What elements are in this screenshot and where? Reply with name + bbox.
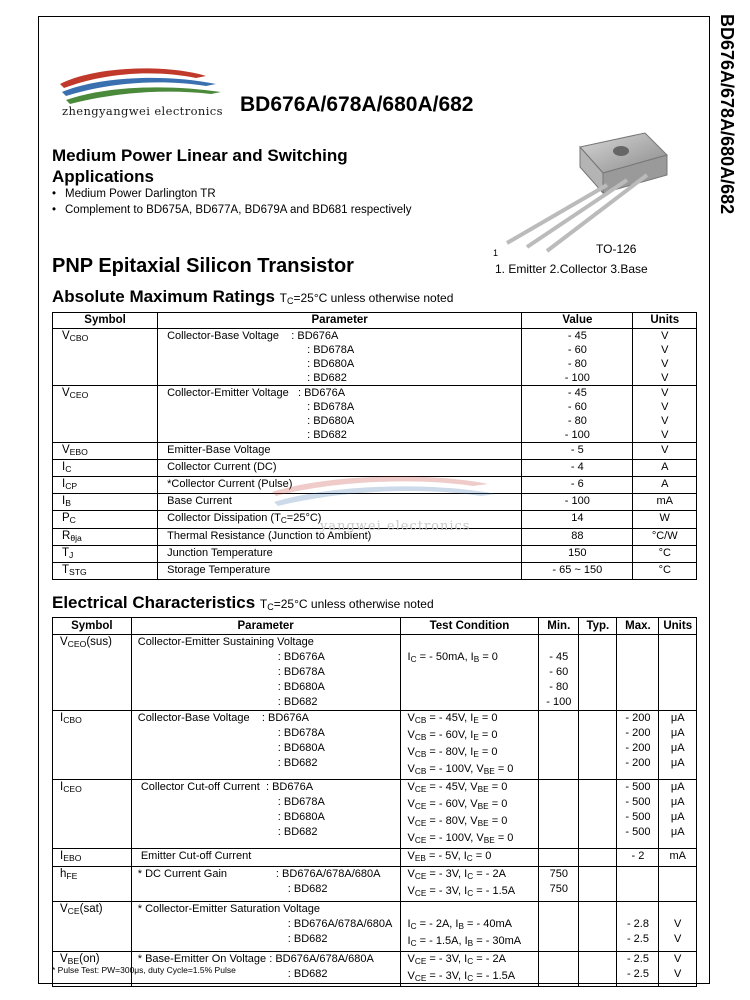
condition-cell: $V_{CE}$ = - 45V, $V_{BE} = 0$ $V_{CE}$ = - 60V, $V_{BE} = 0$ $V_{CE}$ = - 80V, $V_{BE} = 0$ $V_{CE}$ = - 100V, $V_{BE} = 0$: [400, 780, 539, 849]
unit-cell: [659, 867, 697, 902]
parameter-cell: Collector-Emitter Voltage : BD676A : BD678A : BD680A : BD682: [158, 386, 522, 443]
max-cell: - 200 - 200 - 200 - 200: [617, 711, 659, 780]
unit-cell: μA μA μA μA: [659, 780, 697, 849]
symbol-cell: $I_{CBO}$: [53, 711, 132, 780]
min-cell: - 45 - 60 - 80 - 100: [539, 635, 579, 711]
unit-cell: °C: [633, 563, 697, 580]
symbol-cell: $P_C$: [53, 511, 158, 529]
symbol-cell: $V_{CE}(sat)$: [53, 902, 132, 952]
max-cell: - 2.8 - 2.5: [617, 902, 659, 952]
table-row: [53, 329, 697, 386]
ec-note: $T_C=25^\circ C$ unless otherwise noted: [259, 597, 434, 612]
abs-max-note: $T_C=25^\circ C$ unless otherwise noted: [279, 291, 454, 306]
symbol-cell: $I_{CEO}$: [53, 780, 132, 849]
electrical-characteristics-title: Electrical Characteristics $T_C=25^\circ C$ unless otherwise noted: [52, 593, 434, 612]
value-cell: - 45 - 60 - 80 - 100: [522, 386, 633, 443]
unit-cell: V V: [659, 952, 697, 987]
table-header-row: [53, 618, 697, 635]
package-name: TO-126: [596, 242, 637, 256]
unit-cell: V V V V: [633, 386, 697, 443]
symbol-cell: $V_{EBO}$: [53, 443, 158, 460]
to126-package-image: [495, 125, 690, 255]
unit-cell: W: [633, 511, 697, 529]
value-cell: 14: [522, 511, 633, 529]
company-name: zhengyangwei electronics: [62, 104, 223, 118]
table-row: [53, 563, 697, 580]
feature-item: • Medium Power Darlington TR: [52, 186, 411, 202]
col-header: Value: [522, 313, 633, 329]
parameter-cell: *Collector Current (Pulse): [158, 477, 522, 494]
pin1-marker: 1: [493, 248, 499, 258]
parameter-cell: Emitter Cut-off Current: [131, 849, 400, 867]
unit-cell: V: [633, 443, 697, 460]
condition-cell: $V_{CE}$ = - 3V, $I_C$ = - 2A $V_{CE}$ = - 3V, $I_C$ = - 1.5A: [400, 867, 539, 902]
parameter-cell: Base Current: [158, 494, 522, 511]
value-cell: - 100: [522, 494, 633, 511]
max-cell: - 500 - 500 - 500 - 500: [617, 780, 659, 849]
unit-cell: [659, 635, 697, 711]
value-cell: 150: [522, 546, 633, 563]
table-row: [53, 386, 697, 443]
feature-item: • Complement to BD675A, BD677A, BD679A and BD681 respectively: [52, 202, 411, 218]
condition-cell: $I_C$ = - 2A, $I_B$ = - 40mA $I_C$ = - 1.5A, $I_B$ = - 30mA: [400, 902, 539, 952]
parameter-cell: * Collector-Emitter Saturation Voltage : BD676A/678A/680A : BD682: [131, 902, 400, 952]
max-cell: [617, 867, 659, 902]
col-header: Parameter: [131, 618, 400, 635]
unit-cell: V V V V: [633, 329, 697, 386]
min-cell: 750 750: [539, 867, 579, 902]
condition-cell: $V_{CB}$ = - 45V, $I_E = 0$ $V_{CB}$ = - 60V, $I_E = 0$ $V_{CB}$ = - 80V, $I_E = 0$ $V_{CB}$ = - 100V, $V_{BE} = 0$: [400, 711, 539, 780]
value-cell: - 5: [522, 443, 633, 460]
parameter-cell: Collector Cut-off Current : BD676A : BD678A : BD680A : BD682: [131, 780, 400, 849]
parameter-cell: Collector-Base Voltage : BD676A : BD678A : BD680A : BD682: [131, 711, 400, 780]
typ-cell: [579, 711, 617, 780]
parameter-cell: Collector Current (DC): [158, 460, 522, 477]
col-header: Parameter: [158, 313, 522, 329]
transistor-title: PNP Epitaxial Silicon Transistor: [52, 255, 354, 277]
min-cell: [539, 780, 579, 849]
electrical-characteristics-table: [52, 617, 697, 987]
feature-list: [52, 186, 411, 218]
typ-cell: [579, 952, 617, 987]
symbol-cell: $I_{EBO}$: [53, 849, 132, 867]
symbol-cell: $I_C$: [53, 460, 158, 477]
symbol-cell: $I_{CP}$: [53, 477, 158, 494]
symbol-cell: $I_B$: [53, 494, 158, 511]
application-title: Medium Power Linear and Switching Applications: [52, 146, 348, 186]
parameter-cell: * DC Current Gain : BD676A/678A/680A : BD682: [131, 867, 400, 902]
value-cell: - 6: [522, 477, 633, 494]
symbol-cell: $T_{STG}$: [53, 563, 158, 580]
unit-cell: V V: [659, 902, 697, 952]
unit-cell: mA: [633, 494, 697, 511]
unit-cell: μA μA μA μA: [659, 711, 697, 780]
parameter-cell: Collector-Emitter Sustaining Voltage : BD676A : BD678A : BD680A : BD682: [131, 635, 400, 711]
col-header: Units: [633, 313, 697, 329]
footnote: * Pulse Test: PW=300μs, duty Cycle=1.5% Pulse: [52, 965, 236, 975]
typ-cell: [579, 902, 617, 952]
table-row: [53, 443, 697, 460]
max-cell: - 2: [617, 849, 659, 867]
parameter-cell: Junction Temperature: [158, 546, 522, 563]
unit-cell: °C/W: [633, 529, 697, 546]
typ-cell: [579, 867, 617, 902]
typ-cell: [579, 635, 617, 711]
col-header: Symbol: [53, 618, 132, 635]
value-cell: - 65 ~ 150: [522, 563, 633, 580]
value-cell: 88: [522, 529, 633, 546]
min-cell: [539, 952, 579, 987]
max-cell: - 2.5 - 2.5: [617, 952, 659, 987]
abs-max-title: Absolute Maximum Ratings $T_C=25^\circ C$ unless otherwise noted: [52, 287, 454, 306]
col-header: Symbol: [53, 313, 158, 329]
symbol-cell: $V_{BE}(on)$: [53, 952, 132, 987]
table-row: [53, 780, 697, 849]
col-header: Max.: [617, 618, 659, 635]
parameter-cell: Collector Dissipation $(T_C=25^\circ C)$: [158, 511, 522, 529]
unit-cell: A: [633, 460, 697, 477]
table-row: [53, 867, 697, 902]
pin-labels: 1. Emitter 2.Collector 3.Base: [495, 262, 648, 276]
typ-cell: [579, 849, 617, 867]
parameter-cell: Storage Temperature: [158, 563, 522, 580]
symbol-cell: $T_J$: [53, 546, 158, 563]
unit-cell: A: [633, 477, 697, 494]
col-header: Units: [659, 618, 697, 635]
table-row: [53, 635, 697, 711]
unit-cell: mA: [659, 849, 697, 867]
condition-cell: $I_C$ = - 50mA, $I_B = 0$: [400, 635, 539, 711]
parameter-cell: Emitter-Base Voltage: [158, 443, 522, 460]
symbol-cell: $V_{CEO}$: [53, 386, 158, 443]
condition-cell: $V_{EB}$ = - 5V, $I_C = 0$: [400, 849, 539, 867]
table-row: [53, 546, 697, 563]
symbol-cell: $h_{FE}$: [53, 867, 132, 902]
watermark-text: yangwei electronics: [320, 519, 471, 534]
parameter-cell: Thermal Resistance (Junction to Ambient): [158, 529, 522, 546]
value-cell: - 4: [522, 460, 633, 477]
unit-cell: °C: [633, 546, 697, 563]
table-header-row: [53, 313, 697, 329]
min-cell: [539, 902, 579, 952]
symbol-cell: $R_{\theta ja}$: [53, 529, 158, 546]
col-header: Min.: [539, 618, 579, 635]
condition-cell: $V_{CE}$ = - 3V, $I_C$ = - 2A $V_{CE}$ = - 3V, $I_C$ = - 1.5A: [400, 952, 539, 987]
min-cell: [539, 849, 579, 867]
min-cell: [539, 711, 579, 780]
part-title: BD676A/678A/680A/682: [240, 93, 474, 116]
abs-max-table: [52, 312, 697, 580]
max-cell: [617, 635, 659, 711]
col-header: Test Condition: [400, 618, 539, 635]
table-row: [53, 849, 697, 867]
symbol-cell: $V_{CEO}(sus)$: [53, 635, 132, 711]
side-title: BD676A/678A/680A/682: [717, 14, 737, 215]
typ-cell: [579, 780, 617, 849]
watermark-logo: [268, 470, 498, 520]
symbol-cell: $V_{CBO}$: [53, 329, 158, 386]
parameter-cell: Collector-Base Voltage : BD676A : BD678A : BD680A : BD682: [158, 329, 522, 386]
table-row: [53, 902, 697, 952]
col-header: Typ.: [579, 618, 617, 635]
table-row: [53, 711, 697, 780]
parameter-cell: * Base-Emitter On Voltage : BD676A/678A/680A : BD682: [131, 952, 400, 987]
value-cell: - 45 - 60 - 80 - 100: [522, 329, 633, 386]
